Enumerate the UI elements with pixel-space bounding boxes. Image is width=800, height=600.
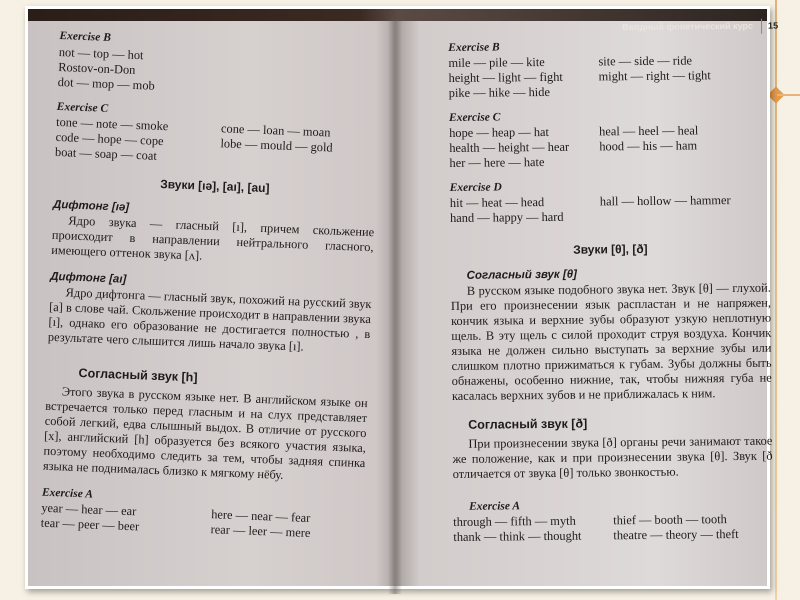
- subsection-title: Дифтонг [ıə]: [52, 198, 130, 214]
- word-line: rear — leer — mere: [210, 522, 311, 540]
- exercise-title: Exercise B: [59, 29, 112, 44]
- word-line: hope — heap — hat: [449, 124, 550, 140]
- word-line: thief — booth — tooth: [613, 512, 727, 528]
- word-column: [55, 115, 222, 166]
- book-gutter: [388, 19, 402, 594]
- word-line: hit — heat — head: [449, 195, 545, 210]
- word-column: [598, 53, 711, 99]
- word-line: pike — hike — hide: [448, 84, 550, 100]
- word-line: tear — peer — beer: [40, 515, 140, 534]
- word-line: lobe — mould — gold: [220, 136, 333, 155]
- word-column: [220, 121, 334, 170]
- exercise-title: Exercise C: [448, 111, 501, 124]
- word-line: mile — pile — kite: [448, 54, 545, 70]
- word-column: [449, 124, 599, 171]
- word-column: [600, 193, 731, 224]
- exercise-title: Exercise B: [448, 41, 500, 54]
- word-line: year — hear — ear: [41, 500, 137, 519]
- paragraph: В русском языке подобного звука нет. Звук [θ] — глухой. При его произнесении язык распластан и не напряжен, кончик языка и верхние зубы образуют узкую неплотную щель. В эту щель с силой проходит струя воздуха. Кончик языка не должен сильно выступать за верхние зубы или слишком плотно прижиматься к губам. Зубы должны быть обнажены, особенно нижние, так, чтобы нижняя губа не касалась верхних зубов и не приближалась к ним.: [450, 280, 772, 403]
- word-column: [40, 501, 211, 538]
- paragraph: Этого звука в русском языке нет. В английском языке он встречается только перед гласным и на слух представляет собой легкий, едва слышный выдох. В отличие от русского [х], английский [h] образуется без всякого участия языка, поэтому необходимо следить за тем, чтобы задняя спинка языка не поднималась близко к мягкому нёбу.: [42, 384, 368, 482]
- page-number: 15: [761, 18, 778, 33]
- word-line: not — top — hot: [58, 44, 144, 63]
- left-page: [40, 23, 381, 543]
- word-columns: [453, 512, 773, 545]
- word-line: might — right — tight: [598, 68, 711, 84]
- word-line: her — here — hate: [449, 154, 545, 170]
- word-columns: [449, 123, 769, 171]
- word-line: hand — happy — hard: [449, 209, 564, 225]
- subsection-title: Согласный звук [h]: [78, 365, 198, 385]
- word-line: hall — hollow — hammer: [599, 193, 731, 209]
- word-line: site — side — ride: [598, 53, 693, 69]
- word-column: [453, 513, 613, 545]
- paragraph: При произнесении звука [ð] органы речи занимают такое же положение, как и при произнесении звука [θ]. Звук [ð отличается от звука [θ] только звонкостью.: [452, 433, 773, 481]
- word-line: theatre — theory — theft: [613, 526, 739, 543]
- open-book: [28, 9, 779, 586]
- word-line: heal — heel — heal: [599, 123, 699, 139]
- word-line: through — fifth — myth: [453, 513, 576, 529]
- exercise-title: Exercise A: [469, 500, 521, 513]
- subsection-title: Согласный звук [θ]: [466, 268, 577, 282]
- running-head-title: Вводный фонетический курс: [622, 20, 754, 32]
- subsection-title: Дифтонг [aı]: [50, 270, 127, 286]
- word-line: health — height — hear: [449, 139, 570, 155]
- word-line: tone — note — smoke: [55, 114, 169, 134]
- word-column: [613, 512, 739, 543]
- book-photo-frame: [25, 6, 779, 589]
- word-line: dot — mop — mob: [57, 74, 155, 93]
- word-line: Rostov-on-Don: [58, 59, 136, 77]
- slide-accent-rule: [777, 94, 800, 96]
- word-line: hood — his — ham: [599, 138, 698, 154]
- word-line: here — near — fear: [210, 507, 311, 525]
- paragraph: Ядро дифтонга — гласный звук, похожий на русский звук [а] в слове чай. Скольжение происходит в направлении звука [ı], однако его образование не достигается полностью , в результате чего слышится лишь начало звука [ı].: [47, 285, 372, 354]
- exercise-title: Exercise D: [449, 181, 502, 194]
- section-heading: Звуки [θ], [ð]: [573, 241, 648, 257]
- word-line: cone — loan — moan: [220, 121, 331, 140]
- word-line: thank — think — thought: [453, 528, 582, 544]
- word-column: [599, 123, 699, 169]
- word-columns: [450, 193, 770, 226]
- word-line: boat — soap — coat: [54, 144, 158, 163]
- right-page: [448, 20, 779, 545]
- word-column: [450, 194, 600, 226]
- exercise-title: Exercise A: [41, 486, 94, 501]
- word-line: code — hope — cope: [55, 129, 164, 149]
- section-heading: Звуки [ıə], [aı], [au]: [159, 176, 270, 196]
- word-columns: [448, 53, 768, 101]
- running-head: [448, 20, 778, 35]
- word-column: [448, 54, 598, 101]
- exercise-title: Exercise C: [56, 100, 109, 115]
- subsection-title: Согласный звук [ð]: [468, 416, 588, 432]
- paragraph: Ядро звука — гласный [ı], причем скольжение происходит в направлении нейтрального гласного, имеющего оттенок звука [ʌ].: [51, 213, 375, 263]
- word-line: height — light — fight: [448, 69, 563, 85]
- word-column: [210, 507, 311, 541]
